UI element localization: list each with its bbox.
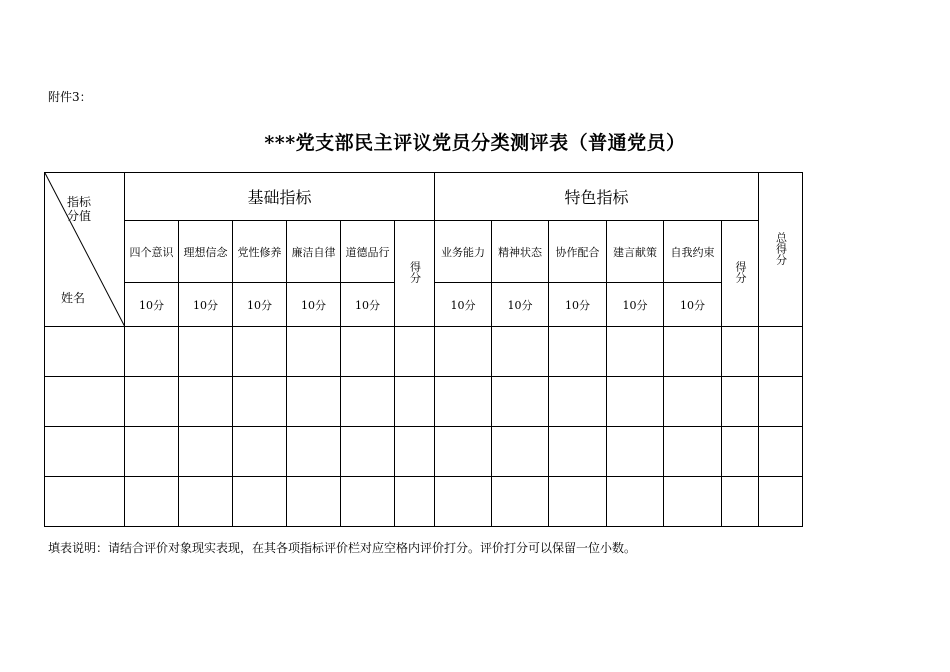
entry-cell[interactable]	[722, 477, 759, 527]
entry-cell[interactable]	[607, 377, 664, 427]
basic-item-score: 10分	[125, 283, 179, 327]
entry-cell[interactable]	[722, 377, 759, 427]
entry-cell[interactable]	[287, 427, 341, 477]
entry-cell[interactable]	[664, 377, 722, 427]
special-item-name: 自我约束	[664, 221, 722, 283]
entry-cell[interactable]	[722, 427, 759, 477]
entry-cell[interactable]	[549, 327, 607, 377]
corner-label-name: 姓名	[61, 291, 86, 305]
table-row	[45, 427, 803, 477]
special-item-score: 10分	[435, 283, 492, 327]
special-item-name: 业务能力	[435, 221, 492, 283]
entry-cell[interactable]	[179, 427, 233, 477]
entry-cell[interactable]	[179, 377, 233, 427]
entry-cell[interactable]	[549, 427, 607, 477]
evaluation-table	[44, 172, 803, 527]
table-row	[45, 377, 803, 427]
entry-cell[interactable]	[759, 377, 803, 427]
entry-cell[interactable]	[287, 377, 341, 427]
special-item-name: 建言献策	[607, 221, 664, 283]
entry-cell[interactable]	[664, 327, 722, 377]
entry-cell[interactable]	[179, 477, 233, 527]
attachment-label: 附件3：	[48, 90, 92, 104]
basic-item-score: 10分	[287, 283, 341, 327]
special-item-name: 精神状态	[492, 221, 549, 283]
entry-cell[interactable]	[395, 477, 435, 527]
entry-cell[interactable]	[125, 377, 179, 427]
entry-cell[interactable]	[45, 377, 125, 427]
entry-cell[interactable]	[435, 427, 492, 477]
entry-cell[interactable]	[722, 327, 759, 377]
fill-instructions: 填表说明：请结合评价对象现实表现，在其各项指标评价栏对应空格内评价打分。评价打分可以保留一位小数。	[48, 541, 637, 555]
basic-item-name: 理想信念	[179, 221, 233, 283]
entry-cell[interactable]	[287, 477, 341, 527]
entry-cell[interactable]	[492, 477, 549, 527]
entry-cell[interactable]	[395, 327, 435, 377]
entry-cell[interactable]	[45, 477, 125, 527]
special-item-score: 10分	[607, 283, 664, 327]
entry-cell[interactable]	[549, 477, 607, 527]
entry-cell[interactable]	[607, 327, 664, 377]
entry-cell[interactable]	[395, 427, 435, 477]
entry-cell[interactable]	[125, 427, 179, 477]
entry-cell[interactable]	[607, 477, 664, 527]
entry-cell[interactable]	[492, 327, 549, 377]
entry-cell[interactable]	[233, 327, 287, 377]
basic-subtotal-header: 得分	[395, 221, 435, 327]
table-row	[45, 327, 803, 377]
entry-cell[interactable]	[125, 477, 179, 527]
entry-cell[interactable]	[45, 427, 125, 477]
entry-cell[interactable]	[607, 427, 664, 477]
group-header-special: 特色指标	[435, 173, 759, 221]
entry-cell[interactable]	[287, 327, 341, 377]
special-subtotal-header: 得分	[722, 221, 759, 327]
entry-cell[interactable]	[435, 377, 492, 427]
basic-item-name: 四个意识	[125, 221, 179, 283]
entry-cell[interactable]	[492, 427, 549, 477]
entry-cell[interactable]	[341, 427, 395, 477]
special-item-score: 10分	[664, 283, 722, 327]
entry-cell[interactable]	[759, 327, 803, 377]
special-item-score: 10分	[492, 283, 549, 327]
entry-cell[interactable]	[435, 477, 492, 527]
entry-cell[interactable]	[492, 377, 549, 427]
entry-cell[interactable]	[45, 327, 125, 377]
header-corner-cell	[45, 173, 125, 327]
entry-cell[interactable]	[664, 477, 722, 527]
entry-cell[interactable]	[549, 377, 607, 427]
basic-item-name: 廉洁自律	[287, 221, 341, 283]
corner-label-indicator: 指标	[67, 195, 92, 209]
entry-cell[interactable]	[435, 327, 492, 377]
entry-cell[interactable]	[759, 427, 803, 477]
entry-cell[interactable]	[233, 477, 287, 527]
corner-label-score: 分值	[67, 209, 92, 223]
entry-cell[interactable]	[233, 377, 287, 427]
basic-item-score: 10分	[179, 283, 233, 327]
basic-item-score: 10分	[233, 283, 287, 327]
entry-cell[interactable]	[341, 377, 395, 427]
entry-cell[interactable]	[664, 427, 722, 477]
entry-cell[interactable]	[341, 327, 395, 377]
entry-cell[interactable]	[125, 327, 179, 377]
group-header-basic: 基础指标	[125, 173, 435, 221]
special-item-name: 协作配合	[549, 221, 607, 283]
basic-item-score: 10分	[341, 283, 395, 327]
basic-item-name: 道德品行	[341, 221, 395, 283]
basic-item-name: 党性修养	[233, 221, 287, 283]
entry-cell[interactable]	[395, 377, 435, 427]
entry-cell[interactable]	[341, 477, 395, 527]
total-score-header: 总得分	[759, 173, 803, 327]
special-item-score: 10分	[549, 283, 607, 327]
entry-cell[interactable]	[179, 327, 233, 377]
page-title: ***党支部民主评议党员分类测评表（普通党员）	[264, 132, 686, 154]
table-row	[45, 477, 803, 527]
entry-cell[interactable]	[759, 477, 803, 527]
entry-cell[interactable]	[233, 427, 287, 477]
